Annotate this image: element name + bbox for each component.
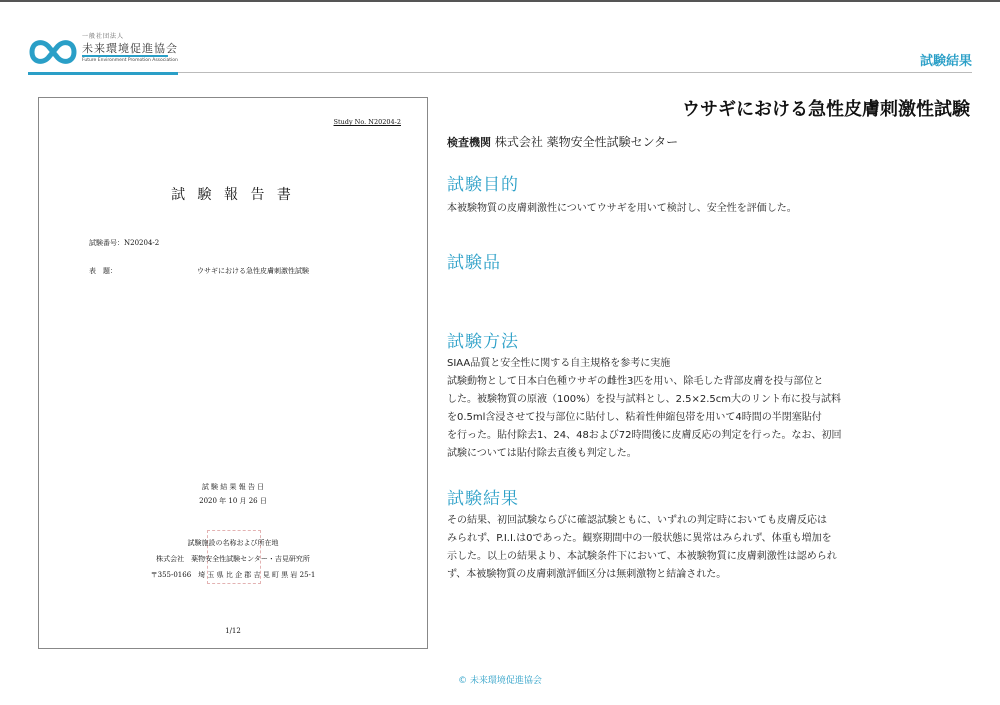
doc-report-date: 2020 年 10 月 26 日 (199, 497, 267, 505)
top-border (0, 0, 1000, 2)
section-purpose-heading: 試験目的 (447, 175, 519, 195)
doc-facility-name: 株式会社 薬物安全性試験センター・吉見研究所 (156, 555, 310, 563)
section-result-heading: 試験結果 (447, 489, 519, 509)
logo-english-name: Future Environment Promotion Association (82, 58, 178, 63)
section-sample-heading: 試験品 (447, 253, 501, 273)
method-line: した。被験物質の原液（100%）を投与試料とし、2.5×2.5cm大のリント布に投与試料 (447, 394, 842, 405)
result-line: 示した。以上の結果より、本試験条件下において、本被験物質に皮膚刺激性は認められ (447, 551, 837, 562)
section-result-body (447, 512, 871, 584)
purpose-line: 本被験物質の皮膚刺激性についてウサギを用いて検討し、安全性を評価した。 (447, 203, 797, 214)
section-method-heading: 試験方法 (447, 332, 519, 352)
doc-facility-address: 〒355-0166 埼 玉 県 比 企 郡 吉 見 町 黒 岩 25-1 (150, 571, 316, 579)
org-label: 検査機関 (447, 136, 491, 149)
doc-subject-label: 表 題： (89, 267, 117, 275)
result-line: その結果、初回試験ならびに確認試験ともに、いずれの判定時においても皮膚反応は (447, 515, 827, 526)
nav-test-results-link[interactable]: 試験結果 (919, 54, 972, 69)
org-value: 株式会社 薬物安全性試験センター (494, 135, 679, 149)
section-method-body (447, 355, 871, 463)
logo-subtitle: 一般社団法人 (82, 33, 125, 40)
method-line: を0.5ml含浸させて投与部位に貼付し、粘着性伸縮包帯を用いて4時間の半閉塞貼付 (447, 412, 822, 423)
doc-page-number: 1/12 (225, 627, 241, 635)
method-line: 試験については貼付除去直後も判定した。 (447, 448, 637, 459)
logo-name: 未来環境促進協会 (82, 42, 178, 55)
method-line: SIAA品質と安全性に関する自主規格を参考に実施 (447, 358, 671, 369)
result-line: みられず、P.I.I.は0であった。観察期間中の一般状態に異常はみられず、体重も増加を (447, 533, 832, 544)
section-purpose-body (447, 200, 871, 218)
logo-underline (82, 55, 168, 57)
testing-organization (447, 133, 678, 150)
doc-facility-label: 試験施設の名称および所在地 (187, 539, 279, 547)
report-document-image (38, 97, 428, 649)
page-title: ウサギにおける急性皮膚刺激性試験 (682, 99, 970, 120)
doc-study-number: Study No. N20204-2 (333, 118, 401, 126)
footer-copyright: © 未来環境促進協会 (458, 676, 542, 686)
result-line: ず、本被験物質の皮膚刺激評価区分は無刺激物と結論された。 (447, 569, 727, 580)
doc-title: 試 験 報 告 書 (171, 187, 295, 203)
method-line: 試験動物として日本白色種ウサギの雌性3匹を用い、除毛した背部皮膚を投与部位と (447, 376, 824, 387)
doc-subject-value: ウサギにおける急性皮膚刺激性試験 (197, 267, 309, 275)
method-line: を行った。貼付除去1、24、48および72時間後に皮膚反応の判定を行った。なお、初回 (447, 430, 842, 441)
doc-test-number: 試験番号：N20204-2 (89, 239, 160, 247)
doc-report-date-label: 試 験 結 果 報 告 日 (201, 483, 265, 491)
header-accent-bar (28, 72, 178, 75)
